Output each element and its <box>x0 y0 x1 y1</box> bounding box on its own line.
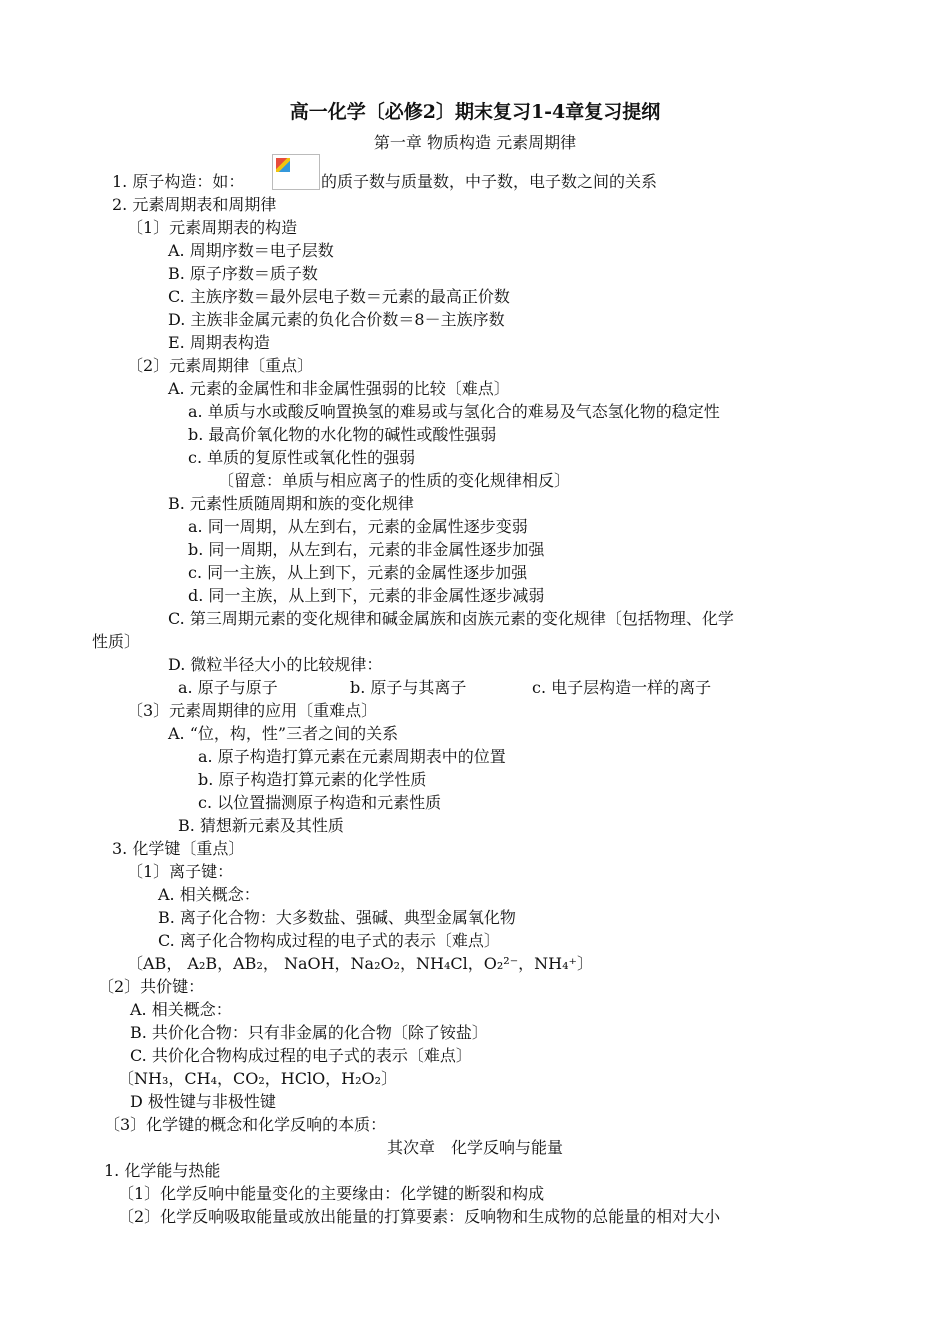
broken-image-icon <box>272 154 320 190</box>
outline-line: B. 猜想新元素及其性质 <box>178 816 344 835</box>
outline-line: 2. 元素周期表和周期律 <box>112 195 277 214</box>
outline-line: 〔2〕化学反响吸取能量或放出能量的打算要素：反响物和生成物的总能量的相对大小 <box>118 1207 721 1226</box>
outline-line: 〔1〕离子键： <box>127 862 234 881</box>
outline-line: b. 同一周期，从左到右，元素的非金属性逐步加强 <box>188 540 545 559</box>
outline-line: D. 微粒半径大小的比较规律： <box>168 655 383 674</box>
outline-line: A. 周期序数＝电子层数 <box>168 241 334 260</box>
outline-line: D. 主族非金属元素的负化合价数＝8－主族序数 <box>168 310 505 329</box>
outline-line: E. 周期表构造 <box>168 333 270 352</box>
outline-line: 3. 化学键〔重点〕 <box>112 839 245 858</box>
outline-line: 〔留意：单质与相应离子的性质的变化规律相反〕 <box>218 471 571 490</box>
outline-line: 〔1〕化学反响中能量变化的主要缘由：化学键的断裂和构成 <box>118 1184 545 1203</box>
outline-line: 1. 化学能与热能 <box>104 1161 221 1180</box>
outline-line: C. 第三周期元素的变化规律和碱金属族和卤族元素的变化规律〔包括物理、化学 <box>168 609 734 628</box>
outline-line: a. 原子构造打算元素在元素周期表中的位置 <box>198 747 506 766</box>
chapter-1-heading: 第一章 物质构造 元素周期律 <box>373 133 577 152</box>
chapter-2-heading: 其次章 化学反响与能量 <box>386 1138 563 1157</box>
outline-line: C. 主族序数＝最外层电子数＝元素的最高正价数 <box>168 287 510 306</box>
outline-line: B. 共价化合物：只有非金属的化合物〔除了铵盐〕 <box>130 1023 488 1042</box>
outline-line: 〔3〕元素周期律的应用〔重难点〕 <box>127 701 378 720</box>
outline-line: B. 离子化合物：大多数盐、强碱、典型金属氧化物 <box>158 908 516 927</box>
outline-line: b. 最高价氧化物的水化物的碱性或酸性强弱 <box>188 425 497 444</box>
outline-line: a. 同一周期，从左到右，元素的金属性逐步变弱 <box>188 517 528 536</box>
outline-line: b. 原子与其离子 <box>350 678 467 697</box>
outline-line: 〔2〕共价键： <box>98 977 205 996</box>
outline-line: A. “位，构，性”三者之间的关系 <box>168 724 399 743</box>
outline-line: A. 元素的金属性和非金属性强弱的比较〔难点〕 <box>168 379 510 398</box>
outline-line: 〔1〕元素周期表的构造 <box>127 218 298 237</box>
document-title: 高一化学〔必修2〕期末复习1-4章复习提纲 <box>289 101 661 123</box>
outline-line: 〔AB， A₂B，AB₂， NaOH，Na₂O₂，NH₄Cl，O₂²⁻，NH₄⁺〕 <box>127 954 593 973</box>
outline-line: c. 单质的复原性或氧化性的强弱 <box>188 448 416 467</box>
outline-line: c. 同一主族，从上到下，元素的金属性逐步加强 <box>188 563 528 582</box>
outline-line: 〔2〕元素周期律〔重点〕 <box>127 356 314 375</box>
outline-line: c. 以位置揣测原子构造和元素性质 <box>198 793 442 812</box>
outline-line: c. 电子层构造一样的离子 <box>532 678 712 697</box>
outline-line: C. 共价化合物构成过程的电子式的表示〔难点〕 <box>130 1046 472 1065</box>
outline-line: 1. 原子构造：如： <box>112 172 245 191</box>
outline-line: a. 原子与原子 <box>178 678 278 697</box>
outline-line: a. 单质与水或酸反响置换氢的难易或与氢化合的难易及气态氢化物的稳定性 <box>188 402 720 421</box>
outline-line: 〔NH₃，CH₄，CO₂，HClO，H₂O₂〕 <box>118 1069 398 1088</box>
outline-line: 的质子数与质量数，中子数，电子数之间的关系 <box>321 172 658 191</box>
outline-line: B. 元素性质随周期和族的变化规律 <box>168 494 414 513</box>
outline-line: B. 原子序数＝质子数 <box>168 264 318 283</box>
outline-line: b. 原子构造打算元素的化学性质 <box>198 770 427 789</box>
outline-line: C. 离子化合物构成过程的电子式的表示〔难点〕 <box>158 931 500 950</box>
outline-line: A. 相关概念： <box>158 885 260 904</box>
outline-line: 〔3〕化学键的概念和化学反响的本质： <box>104 1115 387 1134</box>
outline-line: 性质〕 <box>92 632 141 651</box>
outline-line: D 极性键与非极性键 <box>130 1092 276 1111</box>
outline-line: d. 同一主族，从上到下，元素的非金属性逐步减弱 <box>188 586 545 605</box>
outline-line: A. 相关概念： <box>130 1000 232 1019</box>
